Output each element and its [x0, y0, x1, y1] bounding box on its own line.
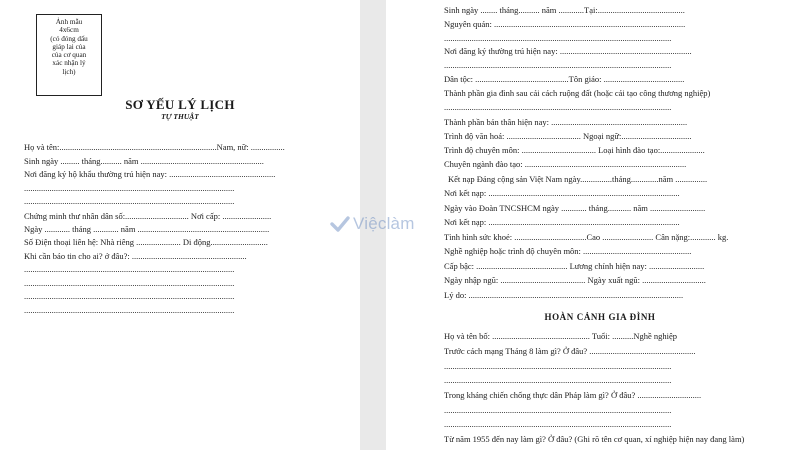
form-line-blank: ...........................................................................................................	[444, 405, 672, 415]
form-line-reason: Lý do: .....................................................................................................	[444, 290, 684, 300]
form-line-rank-salary: Cấp bậc: ........................................... Lương chính hiện nay: ..........................	[444, 261, 705, 271]
form-line-blank: ...................................................................................................	[24, 291, 235, 301]
form-line-blank: ...........................................................................................................	[444, 361, 672, 371]
watermark-text: Việclàm	[353, 214, 415, 233]
form-line-occupation: Nghề nghiệp hoặc trình độ chuyên môn: ...................................................	[444, 246, 692, 256]
form-line-admission-place: Nơi kết nạp: ..........................................................................................	[444, 188, 680, 198]
photo-box	[36, 14, 102, 96]
form-line-military-service: Ngày nhập ngũ: ........................................ Ngày xuất ngũ: ..............................	[444, 275, 706, 285]
form-line-blank: ...................................................................................................	[24, 264, 235, 274]
form-line-personal-class: Thành phần bản thân hiện nay: ................................................................	[444, 117, 688, 127]
photo-box-line: lịch)	[62, 67, 76, 76]
form-line-major: Chuyên ngành đào tạo: ............................................................................	[444, 159, 687, 169]
left-page	[0, 0, 360, 450]
section-title-family: HOÀN CẢNH GIA ĐÌNH	[544, 312, 656, 322]
form-line-issue-date: Ngày ............ tháng ............ năm ..............................................................	[24, 224, 270, 234]
photo-box-line: giáp lai của	[52, 42, 86, 51]
form-line-qualification: Trình độ chuyên môn: ................................... Loại hình đào tạo:.....................	[444, 145, 705, 155]
form-line-blank: ...................................................................................................	[24, 305, 235, 315]
form-line-party-admission: Kết nạp Đảng cộng sản Việt Nam ngày...............tháng.............năm ...............	[448, 174, 708, 184]
form-line-blank: ...................................................................................................	[24, 183, 235, 193]
form-line-residence: Nơi đăng ký hộ khẩu thường trú hiện nay: ..................................................	[24, 169, 276, 179]
form-line-family-class: Thành phần gia đình sau cải cách ruộng đất (hoặc cải tạo công thương nghiệp)	[444, 88, 711, 98]
form-line-health: Tình hình sức khoẻ: ..................................Cao ........................ Cân nặng:............ kg.	[444, 232, 729, 242]
form-line-blank: ...........................................................................................................	[444, 375, 672, 385]
form-line-blank: ...........................................................................................................	[444, 60, 672, 70]
form-line-since-1955: Từ năm 1955 đến nay làm gì? Ở đâu? (Ghi rõ tên cơ quan, xí nghiệp hiện nay đang làm)	[444, 434, 745, 444]
form-line-resistance-war: Trong kháng chiến chống thực dân Pháp làm gì? Ở đâu? ..............................	[444, 390, 702, 400]
form-line-blank: ...........................................................................................................	[444, 419, 672, 429]
photo-box-line: 4x6cm	[59, 26, 79, 35]
form-line-before-revolution: Trước cách mạng Tháng 8 làm gì? Ở đâu? ..................................................	[444, 346, 696, 356]
photo-box-line: Ảnh mẫu	[55, 18, 83, 26]
form-line-father: Họ và tên bố: .............................................. Tuổi: ..........Nghề nghiệp	[444, 331, 678, 341]
form-line-phone: Số Điện thoại liên hệ: Nhà riêng ..................... Di động...........................	[24, 237, 268, 247]
form-line-youth-union: Ngày vào Đoàn TNCSHCM ngày ............ tháng........... năm ..........................	[444, 203, 706, 213]
form-line-birth-date: Sinh ngày ......... tháng.......... năm ..........................................................	[24, 156, 264, 166]
photo-box-line: xác nhận lý	[52, 59, 86, 68]
document-subtitle: TỰ THUẬT	[161, 112, 199, 121]
form-line-ethnicity-religion: Dân tộc: ............................................Tôn giáo: ......................................	[444, 74, 685, 84]
form-line-emergency-contact: Khi cần báo tin cho ai? ở đâu?: ......................................................	[24, 251, 247, 261]
form-line-permanent-residence: Nơi đăng ký thường trú hiện nay: ..............................................................	[444, 46, 692, 56]
form-line-admission-place: Nơi kết nạp: ..........................................................................................	[444, 217, 680, 227]
form-line-full-name: Họ và tên:..........................................................................Nam, nữ: ................	[24, 142, 285, 152]
form-line-blank: ...................................................................................................	[24, 196, 235, 206]
form-line-blank: ...........................................................................................................	[444, 102, 672, 112]
form-line-id-card: Chứng minh thư nhân dân số:.............................. Nơi cấp: .......................	[24, 211, 272, 221]
form-line-hometown: Nguyên quán: ..........................................................................................	[444, 19, 686, 29]
form-line-blank: ...................................................................................................	[24, 278, 235, 288]
form-line-blank: ...........................................................................................................	[444, 33, 672, 43]
photo-box-line: (có đóng dấu	[50, 34, 88, 43]
checkmark-icon	[330, 215, 350, 233]
document-title: SƠ YẾU LÝ LỊCH	[125, 97, 235, 112]
watermark-logo	[330, 213, 415, 235]
form-line-birth-place: Sinh ngày ........ tháng.......... năm ............Tại:.........................................	[444, 5, 685, 15]
form-line-education: Trình độ văn hoá: ................................... Ngoại ngữ:.................................	[444, 131, 692, 141]
photo-box-line: của cơ quan	[51, 51, 87, 60]
